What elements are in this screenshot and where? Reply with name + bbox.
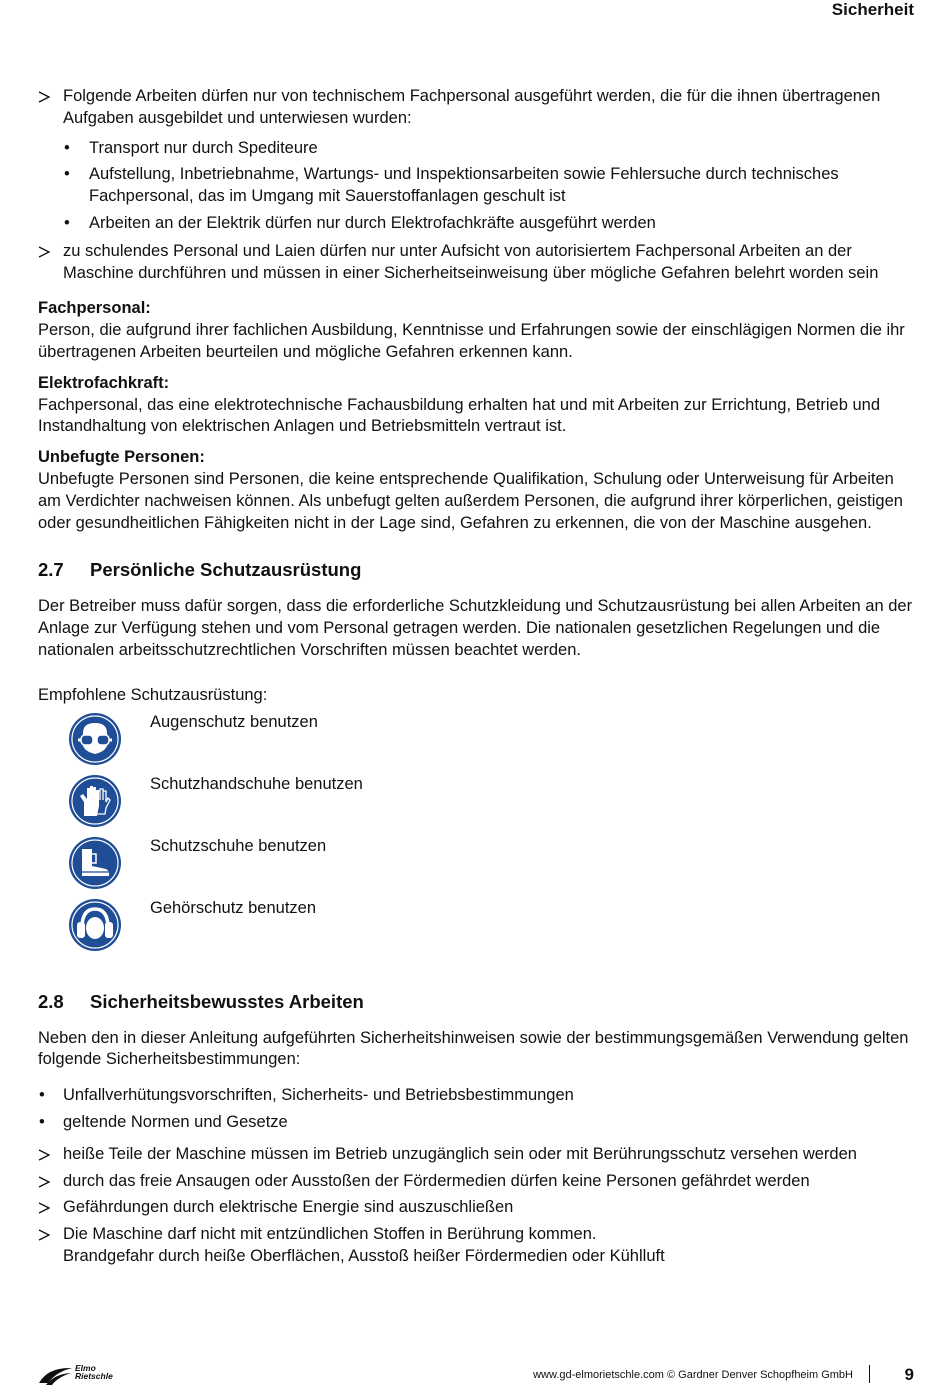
elmo-rietschle-logo xyxy=(38,1363,128,1387)
bullet-icon: • xyxy=(64,165,70,184)
ppe-item xyxy=(68,898,668,952)
ppe-label: Gehörschutz benutzen xyxy=(150,898,317,917)
definition-text: Unbefugte Personen sind Personen, die keine entsprechende Qualifikation, Schulung oder Unterweisung für Arbeiten am Verdichter nachweisen können. Als unbefugt gelten außerdem Personen, die aufgrund ihrer körperlichen, geistigen oder gesundheitlichen Fähigkeiten nicht in der Lage sind, Gefahren zu erkennen, die von der Maschine ausgehen. xyxy=(38,469,903,532)
bullet-icon: • xyxy=(64,138,70,157)
arrow-bullet-icon xyxy=(38,86,52,103)
section-heading xyxy=(38,990,918,1014)
section-number: 2.7 xyxy=(38,559,64,581)
definition-fachpersonal xyxy=(38,298,918,363)
arrow-list xyxy=(38,1144,918,1268)
gloves-icon xyxy=(68,774,122,828)
page-footer xyxy=(0,1357,950,1397)
section-number: 2.8 xyxy=(38,990,64,1012)
arrow-bullet-icon xyxy=(38,241,52,258)
ear-protection-icon xyxy=(68,898,122,952)
list-item-text: Transport nur durch Spediteure xyxy=(89,138,318,157)
list-item-text: Aufstellung, Inbetriebnahme, Wartungs- und Inspektionsarbeiten sowie Fehlersuche durch technisches Fachpersonal, das im Umgang mit Sauerstoffanlagen geschult ist xyxy=(89,165,839,206)
list-item-text: Folgende Arbeiten dürfen nur von technischem Fachpersonal ausgeführt werden, die für die ihnen übertragenen Aufgaben ausgebildet und unterwiesen wurden: xyxy=(63,87,881,127)
list-item-text: Gefährdungen durch elektrische Energie sind auszuschließen xyxy=(63,1198,514,1217)
definition-term: Elektrofachkraft: xyxy=(38,373,170,392)
ppe-label: Augenschutz benutzen xyxy=(150,712,318,731)
list-item xyxy=(38,1171,918,1193)
logo-swoosh-icon xyxy=(38,1364,74,1386)
list-item-text: Brandgefahr durch heiße Oberflächen, Ausstoß heißer Fördermedien oder Kühlluft xyxy=(63,1246,665,1265)
list-item-text: durch das freie Ansaugen oder Ausstoßen der Fördermedien dürfen keine Personen gefährdet werden xyxy=(63,1171,810,1190)
list-item xyxy=(63,138,918,160)
arrow-bullet-icon xyxy=(38,1171,52,1188)
list-item xyxy=(38,1197,918,1219)
logo-text: Rietschle xyxy=(75,1371,113,1381)
page-header-title: Sicherheit xyxy=(831,0,914,19)
definition-term: Unbefugte Personen: xyxy=(38,448,205,467)
list-item xyxy=(38,241,918,285)
ppe-item xyxy=(68,774,668,828)
list-item-text: geltende Normen und Gesetze xyxy=(63,1112,288,1131)
ppe-label: Schutzschuhe benutzen xyxy=(150,836,327,855)
list-item-text: Arbeiten an der Elektrik dürfen nur durch Elektrofachkräfte ausgeführt werden xyxy=(89,213,656,232)
list-item xyxy=(38,1112,918,1134)
definition-text: Person, die aufgrund ihrer fachlichen Ausbildung, Kenntnisse und Erfahrungen sowie der einschlägigen Normen die ihr übertragenen Arbeiten beurteilen und mögliche Gefahren erkennen kann. xyxy=(38,321,905,361)
bullet-icon: • xyxy=(39,1112,45,1131)
arrow-bullet-icon xyxy=(38,1197,52,1214)
section-body: Der Betreiber muss dafür sorgen, dass die erforderliche Schutzkleidung und Schutzausrüstung bei allen Arbeiten an der Anlage zur Verfügung stehen und vom Personal getragen werden. Die nationalen gesetzlichen Regelungen und die nationalen arbeitsschutzrechtlichen Vorschriften müssen beachtet werden. xyxy=(38,597,913,659)
section-title: Persönliche Schutzausrüstung xyxy=(90,559,362,581)
ppe-list xyxy=(38,712,918,956)
logo-text: Elmo xyxy=(75,1363,96,1373)
list-item xyxy=(63,164,918,208)
arrow-bullet-icon xyxy=(38,1224,52,1241)
ppe-item xyxy=(68,836,668,890)
list-item xyxy=(38,86,918,130)
goggles-icon xyxy=(68,712,122,766)
list-item xyxy=(38,1144,918,1166)
list-item-text: Die Maschine darf nicht mit entzündlichen Stoffen in Berührung kommen. xyxy=(63,1225,597,1244)
list-item xyxy=(38,1085,918,1107)
bullet-icon: • xyxy=(64,213,70,232)
definition-text: Fachpersonal, das eine elektrotechnische Fachausbildung erhalten hat und mit Arbeiten zur Errichtung, Betrieb und Instandhaltung von elektrischen Anlagen und Betriebsmitteln vertraut ist. xyxy=(38,395,881,436)
list-item xyxy=(38,1224,918,1268)
definition-term: Fachpersonal: xyxy=(38,299,151,318)
list-item-text: Unfallverhütungsvorschriften, Sicherheits- und Betriebsbestimmungen xyxy=(63,1086,574,1105)
section-heading xyxy=(38,558,918,582)
footer-copyright: www.gd-elmorietschle.com © Gardner Denver Schopfheim GmbH xyxy=(533,1369,853,1381)
sub-bullet-list xyxy=(63,138,918,235)
definition-unbefugte-personen xyxy=(38,447,918,534)
section-body: Neben den in dieser Anleitung aufgeführten Sicherheitshinweisen sowie der bestimmungsgemäßen Verwendung gelten folgende Sicherheitsbestimmungen: xyxy=(38,1028,909,1069)
footer-divider xyxy=(869,1365,871,1383)
ppe-intro: Empfohlene Schutzausrüstung: xyxy=(38,685,268,704)
ppe-label: Schutzhandschuhe benutzen xyxy=(150,774,363,793)
list-item xyxy=(63,213,918,235)
bullet-list xyxy=(38,1085,918,1134)
list-item-text: heiße Teile der Maschine müssen im Betrieb unzugänglich sein oder mit Berührungsschutz versehen werden xyxy=(63,1144,857,1163)
bullet-icon: • xyxy=(39,1086,45,1105)
section-title: Sicherheitsbewusstes Arbeiten xyxy=(90,990,364,1012)
main-content xyxy=(38,86,918,1273)
list-item-text: zu schulendes Personal und Laien dürfen nur unter Aufsicht von autorisiertem Fachpersonal Arbeiten an der Maschine durchführen und müssen in einer Sicherheitseinweisung über mögliche Gefahren belehrt worden sein xyxy=(63,241,879,282)
ppe-item xyxy=(68,712,668,766)
page-number: 9 xyxy=(904,1365,914,1384)
boots-icon xyxy=(68,836,122,890)
arrow-bullet-icon xyxy=(38,1144,52,1161)
definition-elektrofachkraft xyxy=(38,373,918,438)
